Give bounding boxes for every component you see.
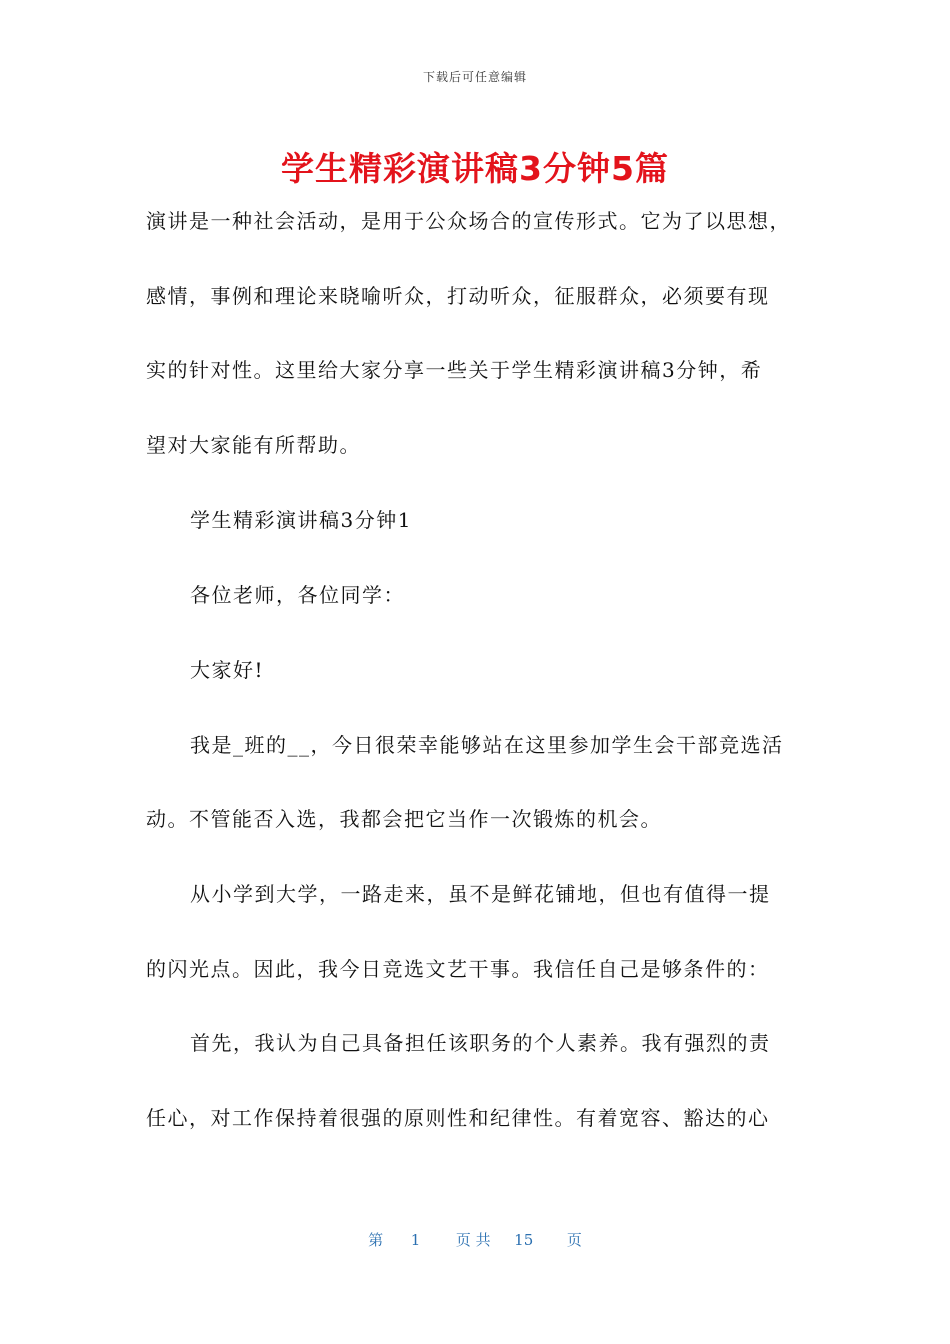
paragraph-line: 望对大家能有所帮助。 <box>146 433 361 457</box>
salutation: 各位老师，各位同学： <box>190 583 405 607</box>
paragraph-line: 我是_班的__，今日很荣幸能够站在这里参加学生会干部竞选活 <box>190 733 784 757</box>
total-pages-number: 15 <box>514 1231 534 1249</box>
footer-label-end: 页 <box>566 1231 582 1249</box>
document-title: 学生精彩演讲稿3分钟5篇 <box>281 149 669 188</box>
section-heading: 学生精彩演讲稿3分钟1 <box>190 508 412 532</box>
current-page-number: 1 <box>410 1231 421 1249</box>
page-footer <box>0 1229 950 1250</box>
paragraph-line: 感情，事例和理论来晓喻听众，打动听众，征服群众，必须要有现 <box>146 284 770 308</box>
greeting: 大家好! <box>190 658 265 682</box>
paragraph-line: 首先，我认为自己具备担任该职务的个人素养。我有强烈的责 <box>190 1031 771 1055</box>
footer-label-page: 第 <box>368 1231 384 1249</box>
paragraph-line: 的闪光点。因此，我今日竞选文艺干事。我信任自己是够条件的： <box>146 957 770 981</box>
paragraph-line: 动。不管能否入选，我都会把它当作一次锻炼的机会。 <box>146 807 662 831</box>
paragraph-line: 从小学到大学，一路走来，虽不是鲜花铺地，但也有值得一提 <box>190 882 771 906</box>
paragraph-line: 任心，对工作保持着很强的原则性和纪律性。有着宽容、豁达的心 <box>146 1106 770 1130</box>
paragraph-line: 实的针对性。这里给大家分享一些关于学生精彩演讲稿3分钟，希 <box>146 358 763 382</box>
footer-label-total: 页 共 <box>455 1231 491 1249</box>
header-note: 下载后可任意编辑 <box>422 70 527 84</box>
paragraph-line: 演讲是一种社会活动，是用于公众场合的宣传形式。它为了以思想， <box>146 209 791 233</box>
